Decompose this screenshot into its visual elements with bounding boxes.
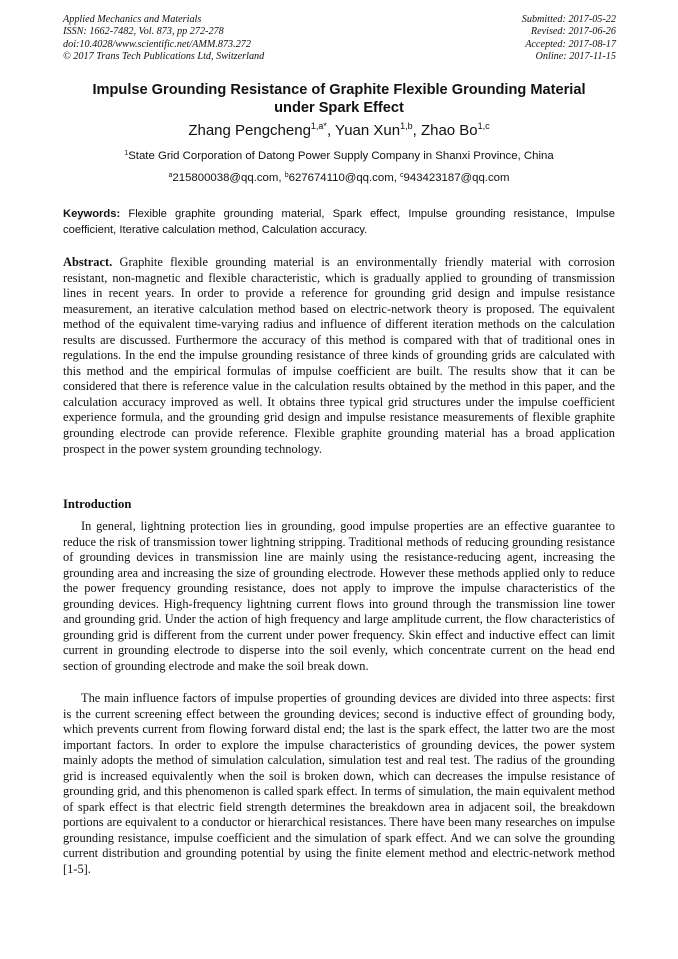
email-separator: , — [393, 172, 401, 184]
email-separator: , — [278, 172, 285, 184]
author-list — [60, 122, 618, 140]
revised-date: Revised: 2017-06-26 — [530, 26, 616, 38]
abstract-text: Graphite flexible grounding material is an environmentally friendly material with corrosion resistant, non-magnetic and flexible characteristic, which is gradually applied to grounding of transmission lines in recent years. In order to provide a reference for grounding grid design and impulse resistance measurement, an iterative calculation method based on electric-network theory is proposed. The equivalent method of the equivalent time-varying radius and influence of different iteration methods on the calculation results are discussed. Furthermore the accuracy of this method is compared with that of traditional ones in regulations. In the end the impulse grounding resistance of three kinds of grounding grids are calculated with this method and the empirical formulas of impulse coefficient are built. The results show that it can be considered that there is reference value in the calculation results obtained by the method in this paper, and the calculation accuracy improved as well. It obtains three typical grid structures under the impulse coefficient experience formula, and the grounding grid design and impulse resistance measurements of flexible graphite grounding electrode can provide reference. Flexible graphite grounding material has a broad application prospect in the power system grounding technology. — [63, 255, 615, 456]
affiliation — [60, 149, 618, 163]
author-name: Zhao Bo — [420, 122, 478, 139]
copyright-line: © 2017 Trans Tech Publications Ltd, Switzerland — [63, 50, 265, 62]
paper-title-line-1: Impulse Grounding Resistance of Graphite Flexible Grounding Material — [92, 82, 586, 98]
email-address: 943423187@qq.com — [403, 172, 510, 184]
journal-name: Applied Mechanics and Materials — [63, 14, 202, 25]
section-heading-introduction: Introduction — [63, 497, 132, 511]
online-date: Online: 2017-11-15 — [535, 50, 616, 62]
submitted-date: Submitted: 2017-05-22 — [521, 14, 616, 25]
keywords-block — [63, 207, 615, 238]
abstract-label: Abstract. — [63, 255, 113, 269]
intro-paragraph-2: The main influence factors of impulse properties of grounding devices are divided into three aspects: first is the current screening effect between the grounding devices; second is inductive effect of grounding body, which prevents current from flowing forward distal end; the last is the spark effect, the latter two are the most important factors. In order to explore the impulse characteristics of grounding devices, the power system mainly adopts the method of simulation calculation, simulation test and real test. The radius of the grounding grid is increased equivalently when the soil is broken down, which can decreases the impulse resistance of grounding grid, and this phenomenon is called spark effect. In terms of simulation, the main equivalent method of spark effect is that electric field strength determines the breakdown area in adjacent soil, the breakdown portions are equivalent to a conductor or hierarchical resistances. There have been many researches on impulse grounding resistance, impulse coefficient and the simulation of spark effect. And we can solve the grounding current distribution and grounding potential by using the finite element method and electric-network method [1-5]. — [63, 691, 615, 877]
accepted-date: Accepted: 2017-08-17 — [525, 38, 616, 50]
affiliation-text: State Grid Corporation of Datong Power Supply Company in Shanxi Province, China — [128, 150, 554, 162]
author-affil-mark: 1,b — [400, 121, 413, 131]
keywords-text: Flexible graphite grounding material, Spark effect, Impulse grounding resistance, Impulse coefficient, Iterative calculation method, Calculation accuracy. — [63, 208, 615, 236]
author-separator: , — [412, 122, 421, 139]
author-separator: , — [326, 122, 336, 139]
intro-paragraph-1: In general, lightning protection lies in grounding, good impulse properties are an effective guarantee to reduce the risk of transmission tower lightning stripping. Traditional methods of reducing grounding resistance of grounding devices in transmission line are mainly using the resistance-reducing agent, increasing the grounding area and increasing the size of grounding electrode. However these methods applied only to reduce the power frequency grounding resistance, does not apply to improve the impulse characteristics of the grounding devices. High-frequency lightning current flows into ground through the transmission line tower and grounding grid. Under the action of high frequency and large amplitude current, the flow characteristics of grounding grid is different from the current under power frequency. Skin effect and inductive effect can limit current in grounding electrode to disperse into the soil evenly, which concentrate current on the head end section of grounding electrode and make the soil break down. — [63, 519, 615, 673]
paper-title-line-2: under Spark Effect — [274, 100, 404, 116]
journal-header-left — [63, 14, 264, 63]
email-mark: a — [168, 172, 173, 179]
author-affil-mark: 1,c — [477, 121, 490, 131]
issn-line: ISSN: 1662-7482, Vol. 873, pp 272-278 — [63, 26, 224, 38]
doi-line: doi:10.4028/www.scientific.net/AMM.873.272 — [63, 38, 251, 50]
email-mark: c — [400, 172, 404, 179]
paper-title — [60, 81, 618, 117]
abstract-block — [63, 255, 615, 457]
affiliation-mark: 1 — [124, 150, 129, 157]
keywords-label: Keywords: — [63, 208, 121, 220]
author-name: Yuan Xun — [335, 122, 401, 139]
author-affil-mark: 1,a* — [310, 121, 327, 131]
email-address: 627674110@qq.com — [288, 172, 394, 184]
email-list — [60, 171, 618, 185]
journal-header-right — [522, 14, 616, 63]
email-address: 215800038@qq.com — [172, 172, 279, 184]
author-name: Zhang Pengcheng — [188, 122, 311, 139]
email-mark: b — [284, 172, 289, 179]
